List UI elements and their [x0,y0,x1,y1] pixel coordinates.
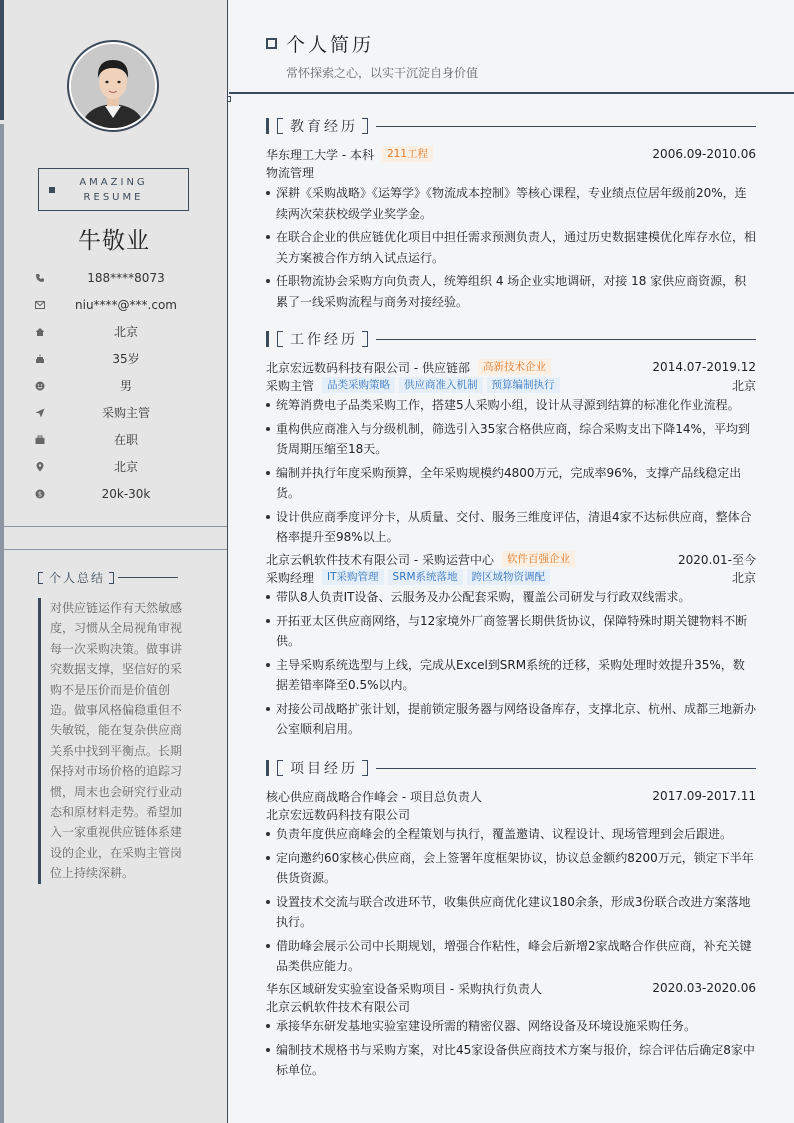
sidebar [0,0,228,1123]
project-date: 2017.09-2017.11 [652,789,756,803]
list-item: 借助峰会展示公司中长期规划，增强合作粘性，峰会后新增2家战略合作供应商，补充关键品类供应能力。 [266,936,756,977]
location-icon [34,461,46,473]
job-header-row [266,550,756,568]
main-content [229,0,794,1123]
education-date: 2006.09-2010.06 [652,147,756,161]
bracket-right-icon [109,572,114,584]
info-value: 男 [119,379,132,393]
info-value: 188****8073 [87,270,165,285]
company-tag: 软件百强企业 [502,551,575,567]
job-role-row [266,568,756,586]
info-value: 35岁 [112,352,140,366]
briefcase-icon [34,434,46,446]
summary-title: 个人总结 [49,571,106,585]
bracket-left-icon [277,331,283,347]
project-entry-1 [266,787,756,980]
list-item: 承接华东研发基地实验室建设所需的精密仪器、网络设备及环境设施采购任务。 [266,1016,756,1037]
company-name: 北京云帆软件技术有限公司 - 采购运营中心 [266,552,494,567]
title-square-icon [266,38,277,49]
school-name: 华东理工大学 - 本科 [266,147,374,162]
job-role-row [266,376,756,394]
project-date: 2020.03-2020.06 [652,981,756,995]
skill-tag: SRM系统落地 [388,569,463,585]
job-date: 2014.07-2019.12 [652,360,756,374]
project-org: 北京云帆软件技术有限公司 [266,999,411,1014]
section-bar-icon [266,760,269,776]
work-entry-1 [266,358,756,551]
phone-icon [34,272,46,284]
info-gender [34,372,204,399]
info-value: 20k-30k [101,486,151,501]
project-name: 华东区域研发实验室设备采购项目 - 采购执行负责人 [266,981,542,996]
page-subtitle: 常怀探索之心，以实干沉淀自身价值 [286,66,479,80]
project-header-row [266,787,756,805]
project-bullets [266,824,756,977]
heading-rule [118,577,178,578]
send-icon [34,407,46,419]
sidebar-divider-top [4,526,227,527]
project-org: 北京宏远数码科技有限公司 [266,807,411,822]
summary-text: 对供应链运作有天然敏感度，习惯从全局视角审视每一次采购决策。做事讲究数据支撑，坚信好的采购不是压价而是价值创造。做事风格偏稳重但不失敏锐，能在复杂供应商关系中找到平衡点。长期保持对市场价格的追踪习惯，周末也会研究行业动态和原材料走势。希望加入一家重视供应链体系建设的企业，在采购主管岗位上持续深耕。 [38,598,188,884]
education-header-row [266,145,756,163]
candidate-name: 牛敬业 [78,228,150,254]
bracket-right-icon [362,760,368,776]
project-org-row [266,997,756,1015]
list-item: 负责年度供应商峰会的全程策划与执行，覆盖邀请、议程设计、现场管理到会后跟进。 [266,824,756,845]
personal-info-list [34,264,204,507]
badge-line2: RESUME [83,192,144,203]
list-item: 开拓亚太区供应商网络，与12家境外厂商签署长期供货协议，保障特殊时期关键物料不断供。 [266,611,756,652]
education-entry [266,145,756,315]
list-item: 编制技术规格书与采购方案，对比45家设备供应商技术方案与报价，综合评估后确定8家中标单位。 [266,1040,756,1081]
list-item: 任职物流协会采购方向负责人，统筹组织 4 场企业实地调研，对接 18 家供应商资源，积累了一线采购流程与商务对接经验。 [266,271,756,312]
section-title-text: 教育经历 [290,119,358,135]
heading-rule [376,768,756,769]
info-value: 北京 [113,460,138,474]
section-title-text: 项目经历 [290,761,358,777]
job-city: 北京 [731,378,756,393]
resume-header [229,0,794,94]
info-value: 北京 [113,325,138,339]
section-work-title [266,329,756,349]
info-value: 采购主管 [101,406,150,420]
home-icon [34,326,46,338]
project-header-row [266,979,756,997]
bracket-left-icon [277,760,283,776]
bracket-right-icon [362,118,368,134]
job-role: 采购经理 [266,570,315,585]
section-bar-icon [266,331,269,347]
page-title: 个人简历 [286,34,375,56]
info-hometown [34,318,204,345]
avatar [67,40,159,132]
heading-rule [376,126,756,127]
project-entry-2 [266,979,756,1084]
badge-line1: AMAZING [79,177,148,188]
sidebar-edge-light [0,124,4,1123]
project-org-row [266,805,756,823]
education-bullets [266,183,756,312]
list-item: 统筹消费电子品类采购工作，搭建5人采购小组，设计从寻源到结算的标准化作业流程。 [266,395,756,416]
info-age [34,345,204,372]
mail-icon [34,299,46,311]
avatar-photo [71,44,155,128]
list-item: 设计供应商季度评分卡，从质量、交付、服务三维度评估，清退4家不达标供应商，整体合格率提升至98%以上。 [266,507,756,548]
major: 物流管理 [266,165,315,180]
job-role: 采购主管 [266,378,315,393]
list-item: 定向邀约60家核心供应商，会上签署年度框架协议，协议总金额约8200万元，锁定下半年供货资源。 [266,848,756,889]
skill-tag: IT采购管理 [322,569,384,585]
school-tag: 211工程 [382,146,433,162]
work-entry-2 [266,550,756,743]
job-city: 北京 [731,570,756,585]
list-item: 带队8人负责IT设备、云服务及办公配套采购，覆盖公司研发与行政双线需求。 [266,587,756,608]
cake-icon [34,353,46,365]
badge-square-icon [49,187,55,193]
svg-text:$: $ [37,490,43,498]
skill-tag: 供应商准入机制 [399,377,483,393]
info-email [34,291,204,318]
list-item: 设置技术交流与联合改进环节，收集供应商优化建议180余条，形成3份联合改进方案落地执行。 [266,892,756,933]
info-salary [34,480,204,507]
info-phone [34,264,204,291]
list-item: 对接公司战略扩张计划，提前锁定服务器与网络设备库存，支撑北京、杭州、成都三地新办公室顺利启用。 [266,699,756,740]
info-position [34,399,204,426]
info-value: 在职 [113,433,138,447]
job-bullets [266,395,756,548]
education-major-row [266,163,756,181]
job-header-row [266,358,756,376]
skill-tag: 品类采购策略 [322,377,395,393]
list-item: 主导采购系统选型与上线，完成从Excel到SRM系统的迁移，采购处理时效提升35%，数据差错率降至0.5%以内。 [266,655,756,696]
company-name: 北京宏远数码科技有限公司 - 供应链部 [266,360,470,375]
amazing-resume-badge [38,168,189,211]
bracket-left-icon [38,572,43,584]
sidebar-divider-bottom [4,549,227,550]
info-city [34,453,204,480]
bracket-right-icon [362,331,368,347]
list-item: 深耕《采购战略》《运筹学》《物流成本控制》等核心课程，专业绩点位居年级前20%，连续两次荣获校级学业奖学金。 [266,183,756,224]
skill-tag: 预算编制执行 [487,377,560,393]
summary-heading [38,569,178,586]
project-name: 核心供应商战略合作峰会 - 项目总负责人 [266,789,482,804]
skill-tag: 跨区域物资调配 [467,569,551,585]
job-date: 2020.01-至今 [678,552,756,567]
info-status [34,426,204,453]
project-bullets [266,1016,756,1081]
heading-rule [376,339,756,340]
list-item: 重构供应商准入与分级机制，筛选引入35家合格供应商，综合采购支出下降14%，平均到货周期压缩至18天。 [266,419,756,460]
job-bullets [266,587,756,740]
money-icon [34,488,46,500]
info-value: niu****@***.com [75,297,177,312]
list-item: 在联合企业的供应链优化项目中担任需求预测负责人，通过历史数据建模优化库存水位，相关方案被合作方纳入试点运行。 [266,227,756,268]
header-corner-mark [227,96,231,102]
sidebar-edge-dark [0,0,4,120]
list-item: 编制并执行年度采购预算，全年采购规模约4800万元，完成率96%，支撑产品线稳定出货。 [266,463,756,504]
bracket-left-icon [277,118,283,134]
section-education-title [266,116,756,136]
company-tag: 高新技术企业 [478,359,551,375]
section-title-text: 工作经历 [290,332,358,348]
smile-icon [34,380,46,392]
section-projects-title [266,758,756,778]
section-bar-icon [266,118,269,134]
